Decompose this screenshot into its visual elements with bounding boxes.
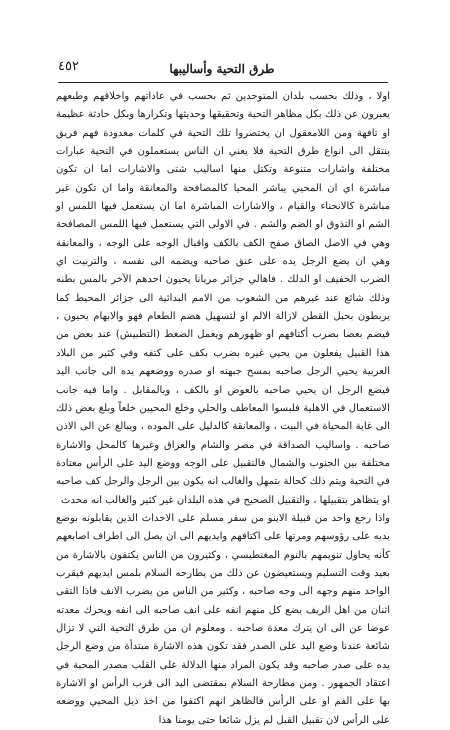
body-text xyxy=(56,88,390,730)
page-number: ٤٥٢ xyxy=(58,59,79,74)
paragraph-2: واذا رجع واحد من قبيلة الاينو من سفر مسلم على الاحداث الذين يقابلونه بوضع يديه على رؤوسهم ومرتها على اكتافهم وايديهم الى ان يصل الى اطراف اصابعهم كأنه يحاول تنويمهم بالنوم المغنطيسي ، وكثيرون من الناس يكتفون بالاشارة من بعيد وقت التسليم ويستعيضون عن ذلك من يطارحه السلام بلمس ايديهم فيقرب الواحد منهم وجهه الى وجه صاحبه ، وكثير من الناس من يضرب الانف فاذا التقى اثنان من اهل الريف يضع كل منهم انفه على انف صاحبه الى انفه ويحرك معدته عوضا عن الى ان يترك معدة صاحبه . ومعلوم ان من طرق التحية التي لا تزال شائعة عندنا وضع اليد على الصدر فقد تكون هذه الاشارة مبتدأة من وضع الرجل يده على صدر صاحبه وقد يكون المراد منها الدلالة على القلب مصدر المحبة في اعتقاد الجمهور . ومن مطارحة السلام بمقتضى اليد الى قرب الرأس او الاشارة بها على الفم او على الرأس فالظاهر انهم اكتفوا من اخذ ذيل المحيي ووضعه على الرأس لان تقبيل القبل لم يزل شائعا حتى يومنا هذا xyxy=(56,512,390,726)
paragraph-1: اولا ، وذلك بحسب بلدان المتوحدين ثم بحسب في عاداتهم واخلاقهم وطبعهم يعبرون عن ذلك بكل مظاهر التحية وتحقيقها وحديثها وتكرارها وبكل حادثة عظيمة او تافهة ومن اللامعقول ان يختصروا تلك التحية في كلمات معدودة فهم فريق بنتقل الى انواع طرق التحية فلا يعني ان الناس يستعملون في التحية عبارات مختلفة واشارات متنوعة وتكتل منها اساليب شتى والاشارات اما ان تكون مباشرة اي ان المحيي يباشر المحيا كالمصافحة والمعانقة واما ان تكون غير مباشرة كالانحناء والقيام ، والاشارات المباشرة اما ان يستعمل فيها اللمس او الشم او التذوق او الضم والشم . في الاولى التي يستعمل فيها اللمس المصافحة وهي في الاصل الصاق صفح الكف بالكف واقبال الوجه على الوجه ، والمعانقة وهي ان يضع الرجل يده على عنق صاحبه ويضمه الى نفسه ، والتربيت اي الضرب الخفيف او الدلك . فاهالي جزائر مريانا يحيون احدهم الآخر بالمس بطنه وذلك شائع عند غيرهم من الشعوب من الامم البدائية الى جزائر المحيط كما يربطون بحبل القطن لازالة الالم او لتسهيل هضم الطعام فهو والابهام يحيون ، فيضم بعضا بضرب أكتافهم او ظهورهم ويعمل الضغط (التطبيش) عند بعض من هذا القبيل يفعلون من يحيي غيره بضرب بكف على كتفه وفي كثير من البلاد العربية يحيي الرجل صاحبه بمسح جبهته او صدره ووضعهم يده الى جانب اليد فيضع الرجل ان يحيي صاحبه بالعوض او بالكف ، وبالمقابل . واما فيه جانب الاستعمال في الاهلية فلبسوا المعاطف والحلي وخلع المحيين خلعاً وبلغ بعض ذلك الى غاية المحياة في البيت ، والمعانقة كالدليل على الموده ، ويبالغ عن الى الاذن صاحبه . واساليب الصداقة في مصر والشام والعراق وغيرها كالمحل والاشارة مختلفة بين الجنوب والشمال فالتقبيل على الوجه ووضع اليد على الرأس معتادة في التحية ويتم ذلك كحالة بتمهل والغالب انه يكون بين الرجل والرجل كف صاحبه او يتظاهر بتقبيلها ، والتقبيل الصحيح في هذه البلدان غير كثير والغالب انه محدث xyxy=(56,91,390,506)
page-header xyxy=(58,58,386,80)
running-title: طرق التحية وأساليبها xyxy=(169,62,275,76)
header-rule xyxy=(58,82,388,83)
